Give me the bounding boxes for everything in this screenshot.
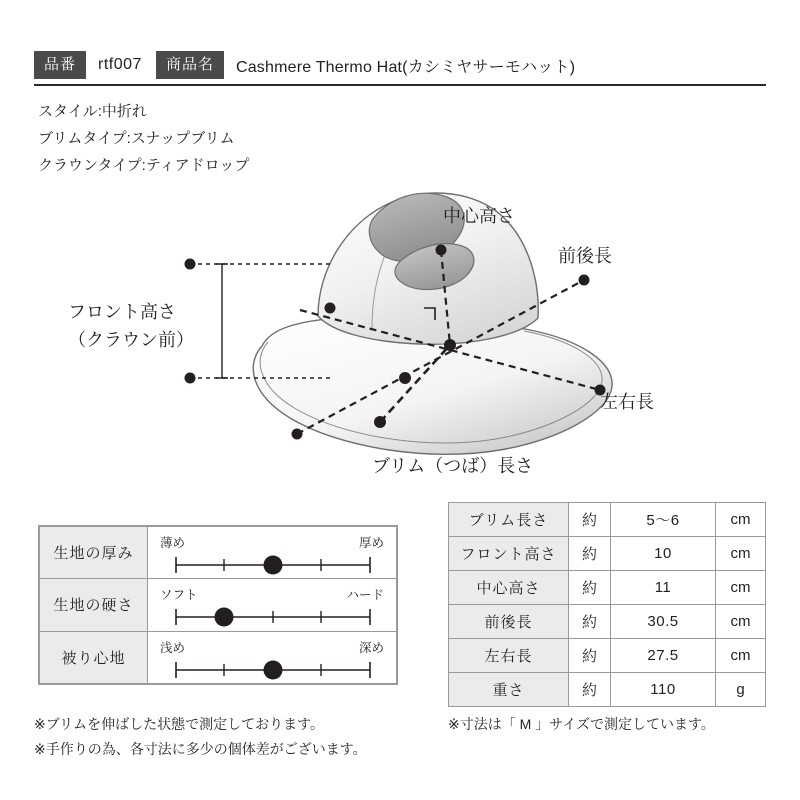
rating-left-end: ソフト <box>160 588 198 603</box>
dim-value-weight: 110 <box>611 673 716 707</box>
dim-value-center-height: 11 <box>611 571 716 605</box>
label-left-right: 左右長 <box>600 392 654 412</box>
header <box>34 48 766 82</box>
table-row <box>449 537 766 571</box>
table-row <box>449 605 766 639</box>
table-row <box>449 571 766 605</box>
dim-label-weight: 重さ <box>449 673 569 707</box>
dim-unit: cm <box>716 571 766 605</box>
table-row <box>40 579 397 631</box>
rating-label-fit: 被り心地 <box>40 631 148 683</box>
spec-crown-type: クラウンタイプ:ティアドロップ <box>38 157 250 174</box>
rating-right-end: ハード <box>346 588 384 603</box>
hat-measurement-diagram <box>0 150 800 490</box>
rating-left-end: 浅め <box>160 640 186 655</box>
rating-label-firmness: 生地の硬さ <box>40 579 148 631</box>
rating-right-end: 深め <box>358 640 384 655</box>
table-row <box>449 639 766 673</box>
dim-value-front-height: 10 <box>611 537 716 571</box>
notes-left <box>34 712 367 762</box>
dim-unit: g <box>716 673 766 707</box>
rating-label-thickness: 生地の厚み <box>40 527 148 579</box>
header-divider <box>34 84 766 86</box>
label-brim-length: ブリム（つば）長さ <box>372 456 534 476</box>
dim-label-brim-length: ブリム長さ <box>449 503 569 537</box>
rating-scale-fit <box>148 631 397 683</box>
dim-label-center-height: 中心高さ <box>449 571 569 605</box>
label-front-height-line1: フロント高さ <box>68 302 176 322</box>
rating-left-end: 薄め <box>160 536 186 550</box>
dim-label-front-height: フロント高さ <box>449 537 569 571</box>
dim-unit: cm <box>716 639 766 673</box>
dim-label-left-right: 左右長 <box>449 639 569 673</box>
table-row <box>449 503 766 537</box>
label-center-height: 中心高さ <box>443 206 515 226</box>
rating-scale-firmness <box>148 579 397 631</box>
dim-unit: cm <box>716 537 766 571</box>
dim-approx: 約 <box>569 571 611 605</box>
note-handmade-variance: ※手作りの為、各寸法に多少の個体差がございます。 <box>34 741 367 757</box>
product-code-tag: 品番 <box>34 51 86 79</box>
spec-style: スタイル:中折れ <box>38 103 147 120</box>
product-code-value: rtf007 <box>98 56 142 73</box>
dim-unit: cm <box>716 503 766 537</box>
rating-scale-thickness <box>148 527 397 579</box>
product-name-tag: 商品名 <box>156 51 224 79</box>
dim-approx: 約 <box>569 605 611 639</box>
table-row <box>40 631 397 683</box>
dim-unit: cm <box>716 605 766 639</box>
dimensions-table <box>448 502 766 707</box>
product-name-value: Cashmere Thermo Hat(カシミヤサーモハット) <box>235 58 576 76</box>
spec-brim-type: ブリムタイプ:スナップブリム <box>38 130 235 147</box>
dim-approx: 約 <box>569 537 611 571</box>
dim-approx: 約 <box>569 639 611 673</box>
rating-right-end: 厚め <box>358 536 384 550</box>
ratings-table <box>38 525 398 685</box>
table-row <box>449 673 766 707</box>
notes-right <box>448 712 715 737</box>
note-size-measured: ※寸法は「 M 」サイズで測定しています。 <box>448 716 715 732</box>
dim-label-front-back: 前後長 <box>449 605 569 639</box>
dim-approx: 約 <box>569 503 611 537</box>
dim-approx: 約 <box>569 673 611 707</box>
dim-value-left-right: 27.5 <box>611 639 716 673</box>
note-brim-measurement: ※ブリムを伸ばした状態で測定しております。 <box>34 716 325 732</box>
dim-value-brim-length: 5〜6 <box>611 503 716 537</box>
table-row <box>40 527 397 579</box>
label-front-height-line2: （クラウン前） <box>68 330 194 350</box>
label-front-back: 前後長 <box>558 246 612 266</box>
dim-value-front-back: 30.5 <box>611 605 716 639</box>
